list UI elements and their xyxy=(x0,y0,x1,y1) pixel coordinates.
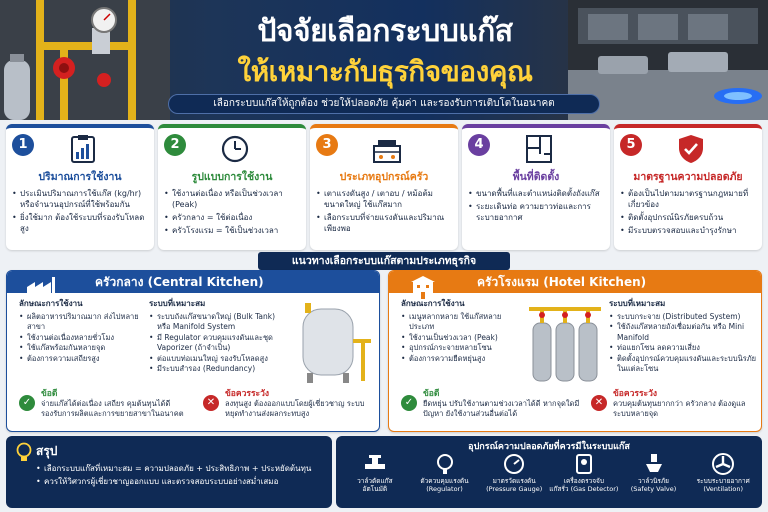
pressure-gauge-icon xyxy=(502,452,526,476)
factor-list xyxy=(164,188,300,236)
hotel-usage-item: • อุปกรณ์กระจายหลายโซน xyxy=(401,343,525,354)
equipment-label: อัตโนมัติ xyxy=(362,485,388,493)
central-usage-column xyxy=(19,299,147,364)
central-pros xyxy=(41,389,191,431)
factor-title: ประเภทอุปกรณ์ครัว xyxy=(339,171,429,183)
central-usage-heading: ลักษณะการใช้งาน xyxy=(19,299,83,308)
equipment-label: มาตรวัดแรงดัน xyxy=(492,477,536,485)
warning-x-icon: ✕ xyxy=(591,395,607,411)
hotel-kitchen-card xyxy=(388,270,762,432)
gas-cylinders-image xyxy=(525,301,605,385)
equipment-label: ระบบระบายอากาศ xyxy=(696,477,750,485)
gas-pipes-image xyxy=(0,0,170,120)
equipment-label: (Pressure Gauge) xyxy=(486,485,543,493)
equipment-safety-valve xyxy=(619,452,689,506)
factor-item: • มีระบบตรวจสอบและบำรุงรักษา xyxy=(620,225,756,236)
hotel-system-item: • ติดตั้งอุปกรณ์ควบคุมแรงดันและระบบนิรภัยในแต่ละโซน xyxy=(609,354,757,375)
factor-title: มาตรฐานความปลอดภัย xyxy=(633,171,743,183)
warning-x-icon: ✕ xyxy=(203,395,219,411)
equipment-label: (Ventilation) xyxy=(703,485,744,493)
factor-item: • ครัวโรงแรม = ใช้เป็นช่วงเวลา xyxy=(164,225,300,236)
ventilation-icon xyxy=(711,452,735,476)
factor-number: 3 xyxy=(316,134,338,156)
equipment-label: แก๊สรั่ว (Gas Detector) xyxy=(549,485,619,493)
factor-list xyxy=(316,188,452,234)
factor-item: • ประเมินปริมาณการใช้แก๊ส (kg/hr) หรือจำนวนอุปกรณ์ที่ใช้พร้อมกัน xyxy=(12,188,148,210)
central-system-heading: ระบบที่เหมาะสม xyxy=(149,299,206,308)
central-system-column xyxy=(149,299,279,375)
factor-item: • ครัวกลาง = ใช้ต่อเนื่อง xyxy=(164,212,300,223)
equipment-label: ตัวควบคุมแรงดัน xyxy=(420,477,469,485)
factor-number: 4 xyxy=(468,134,490,156)
central-system-item: • มี Regulator ควบคุมแรงดันและชุด Vaporizer (ถ้าจำเป็น) xyxy=(149,333,279,354)
summary-item: • เลือกระบบแก๊สที่เหมาะสม = ความปลอดภัย + ประสิทธิภาพ + ประหยัดต้นทุน xyxy=(36,462,311,475)
section-heading: แนวทางเลือกระบบแก๊สตามประเภทธุรกิจ xyxy=(258,252,510,270)
summary-item: • ควรให้วิศวกรผู้เชี่ยวชาญออกแบบ และตรวจสอบระบบอย่างสม่ำเสมอ xyxy=(36,475,311,488)
central-pros-heading: ข้อดี xyxy=(41,389,58,399)
hotel-system-heading: ระบบที่เหมาะสม xyxy=(609,299,666,308)
equipment-ventilation xyxy=(688,452,758,506)
factor-number: 1 xyxy=(12,134,34,156)
factor-item: • เลือกระบบที่จ่ายแรงดันและปริมาณเพียงพอ xyxy=(316,212,452,234)
hotel-kitchen-title: ครัวโรงแรม (Hotel Kitchen) xyxy=(389,271,761,293)
factor-item: • เตาแรงดันสูง / เตาอบ / หม้อต้มขนาดใหญ่ ใช้แก๊สมาก xyxy=(316,188,452,210)
factor-card-kitchen-equipment xyxy=(310,124,458,250)
central-usage-item: • ผลิตอาหารปริมาณมาก ส่งไปหลายสาขา xyxy=(19,312,147,333)
factor-title: รูปแบบการใช้งาน xyxy=(191,171,273,183)
central-pros-text: จ่ายแก๊สได้ต่อเนื่อง เสถียร คุมต้นทุนได้ดี รองรับการผลิตและการขยายสาขาในอนาคต xyxy=(41,399,184,418)
safety-equipment-list xyxy=(340,452,758,506)
factor-list xyxy=(620,188,756,236)
hotel-pros xyxy=(423,389,581,431)
factor-title: พื้นที่ติดตั้ง xyxy=(512,171,560,183)
equipment-gas-detector xyxy=(549,452,619,506)
shield-check-icon xyxy=(674,134,708,164)
stove-icon xyxy=(370,134,404,164)
factor-number: 2 xyxy=(164,134,186,156)
summary-title: สรุป xyxy=(36,444,58,458)
hotel-usage-item: • เมนูหลากหลาย ใช้แก๊สหลายประเภท xyxy=(401,312,525,333)
central-system-item: • ระบบถังแก๊สขนาดใหญ่ (Bulk Tank) หรือ Manifold System xyxy=(149,312,279,333)
hotel-system-item: • ระบบกระจาย (Distributed System) xyxy=(609,312,757,323)
central-kitchen-card xyxy=(6,270,380,432)
regulator-icon xyxy=(433,452,457,476)
page-title-line1: ปัจจัยเลือกระบบแก๊ส xyxy=(257,14,513,49)
equipment-label: (Safety Valve) xyxy=(630,485,677,493)
check-icon: ✓ xyxy=(401,395,417,411)
factor-item: • ยิ่งใช้มาก ต้องใช้ระบบที่รองรับโหลดสูง xyxy=(12,212,148,234)
clock-icon xyxy=(218,134,252,164)
factor-card-safety-standard xyxy=(614,124,762,250)
factor-card-usage-volume xyxy=(6,124,154,250)
safety-equipment-title: อุปกรณ์ความปลอดภัยที่ควรมีในระบบแก๊ส xyxy=(468,442,630,452)
shutoff-valve-icon xyxy=(363,452,387,476)
lightbulb-icon xyxy=(16,442,32,464)
safety-equipment-panel xyxy=(336,436,762,508)
factor-card-usage-pattern xyxy=(158,124,306,250)
hotel-cons xyxy=(613,389,757,431)
central-cons xyxy=(225,389,375,431)
hotel-pros-text: ยืดหยุ่น ปรับใช้งานตามช่วงเวลาได้ดี หากจุดใดมีปัญหา ยังใช้งานส่วนอื่นต่อได้ xyxy=(423,399,580,418)
factor-card-installation-area xyxy=(462,124,610,250)
hotel-system-item: • ท่อแยกโซน ลดความเสี่ยง xyxy=(609,343,757,354)
central-usage-item: • ใช้งานต่อเนื่องหลายชั่วโมง xyxy=(19,333,147,344)
central-cons-heading: ข้อควรระวัง xyxy=(225,389,269,399)
hotel-usage-column xyxy=(401,299,525,364)
factor-item: • ระยะเดินท่อ ความยาวท่อและการระบายอากาศ xyxy=(468,201,604,223)
equipment-label: (Regulator) xyxy=(426,485,463,493)
central-kitchen-title: ครัวกลาง (Central Kitchen) xyxy=(7,271,379,293)
factor-item: • ติดตั้งอุปกรณ์นิรภัยครบถ้วน xyxy=(620,212,756,223)
summary-panel xyxy=(6,436,332,508)
hotel-cons-text: ควบคุมต้นทุนยากกว่า ครัวกลาง ต้องดูแลระบบหลายจุด xyxy=(613,399,746,418)
factor-list xyxy=(12,188,148,234)
page-title-line2: ให้เหมาะกับธุรกิจของคุณ xyxy=(237,55,533,88)
equipment-pressure-gauge xyxy=(479,452,549,506)
equipment-label: วาล์วนิรภัย xyxy=(638,477,669,485)
central-cons-text: ลงทุนสูง ต้องออกแบบโดยผู้เชี่ยวชาญ ระบบหยุดทำงานส่งผลกระทบสูง xyxy=(225,399,365,418)
safety-valve-icon xyxy=(642,452,666,476)
hotel-building-icon xyxy=(407,275,439,301)
floor-plan-icon xyxy=(522,134,556,164)
factor-item: • ใช้งานต่อเนื่อง หรือเป็นช่วงเวลา (Peak) xyxy=(164,188,300,210)
central-system-item: • ต่อแบบท่อเมนใหญ่ รองรับโหลดสูง xyxy=(149,354,279,365)
hotel-pros-heading: ข้อดี xyxy=(423,389,440,399)
central-system-item: • มีระบบสำรอง (Redundancy) xyxy=(149,364,279,375)
hotel-usage-item: • ใช้งานเป็นช่วงเวลา (Peak) xyxy=(401,333,525,344)
factor-item: • ต้องเป็นไปตามมาตรฐานกฎหมายที่เกี่ยวข้อง xyxy=(620,188,756,210)
equipment-label: วาล์วตัดแก๊ส xyxy=(357,477,393,485)
hotel-usage-heading: ลักษณะการใช้งาน xyxy=(401,299,465,308)
hotel-system-item: • ใช้ถังแก๊สหลายถังเชื่อมต่อกัน หรือ Mini Manifold xyxy=(609,322,757,343)
factor-number: 5 xyxy=(620,134,642,156)
factory-icon xyxy=(25,275,57,301)
hotel-usage-item: • ต้องการความยืดหยุ่นสูง xyxy=(401,354,525,365)
gas-detector-icon xyxy=(572,452,596,476)
bulk-tank-image xyxy=(289,299,373,385)
hotel-cons-heading: ข้อควรระวัง xyxy=(613,389,657,399)
equipment-regulator xyxy=(410,452,480,506)
hotel-system-column xyxy=(609,299,757,375)
central-usage-item: • ใช้แก๊สพร้อมกันหลายจุด xyxy=(19,343,147,354)
header-banner xyxy=(0,0,768,120)
factor-cards xyxy=(6,124,762,250)
summary-list xyxy=(36,462,311,488)
factor-title: ปริมาณการใช้งาน xyxy=(38,171,122,183)
factor-item: • ขนาดพื้นที่และตำแหน่งติดตั้งถังแก๊ส xyxy=(468,188,604,199)
page-subtitle: เลือกระบบแก๊สให้ถูกต้อง ช่วยให้ปลอดภัย คุ้มค่า และรองรับการเติบโตในอนาคต xyxy=(168,94,600,114)
equipment-label: เครื่องตรวจจับ xyxy=(563,477,604,485)
central-usage-item: • ต้องการความเสถียรสูง xyxy=(19,354,147,365)
equipment-shutoff-valve xyxy=(340,452,410,506)
factor-list xyxy=(468,188,604,223)
check-icon: ✓ xyxy=(19,395,35,411)
chart-clipboard-icon xyxy=(66,134,100,164)
